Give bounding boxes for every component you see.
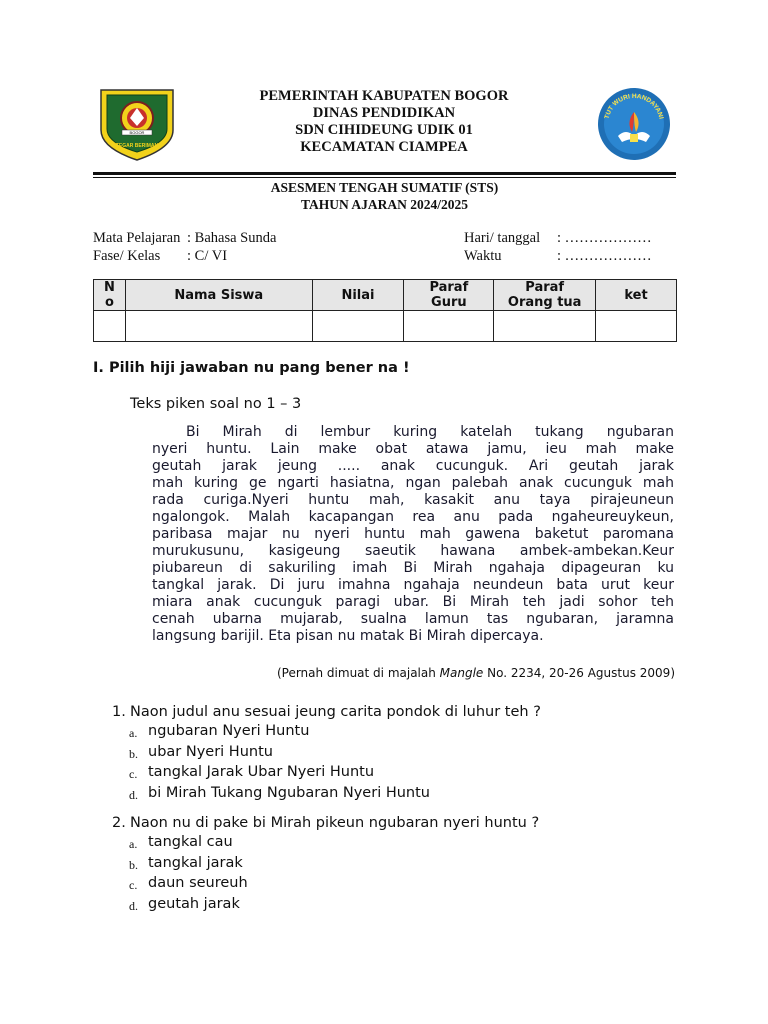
passage-line: mah kuring ge ngarti hasiatna, ngan palebah anak cucunguk mah <box>152 475 674 491</box>
date-row <box>464 229 652 247</box>
header-line-government: PEMERINTAH KABUPATEN BOGOR <box>259 88 509 104</box>
header-divider-thin <box>93 177 676 178</box>
header-divider-thick <box>93 172 676 175</box>
header-line-school: SDN CIHIDEUNG UDIK 01 <box>295 122 473 138</box>
option-letter: b. <box>129 857 138 872</box>
cell-no[interactable] <box>94 311 126 342</box>
option-letter: c. <box>129 767 138 781</box>
exam-info-left <box>93 229 276 265</box>
passage-line: cenah ubarna mujarab, sualna lamun tas ngubaran, jaramna <box>152 611 674 627</box>
option-letter: d. <box>129 787 138 802</box>
header-teacher-initial: Paraf Guru <box>404 280 494 311</box>
date-label: Hari/ tanggal <box>464 230 541 246</box>
question-text: Naon nu di pake bi Mirah pikeun ngubaran nyeri huntu ? <box>130 815 540 831</box>
cell-parent-initial[interactable] <box>494 311 596 342</box>
option-letter: a. <box>129 837 138 851</box>
header-note: ket <box>596 280 677 311</box>
option-a[interactable] <box>129 722 541 743</box>
question-number: 2. <box>112 815 126 831</box>
exam-title <box>93 179 676 213</box>
passage-line: Bi Mirah di lembur kuring katelah tukang ngubaran <box>186 424 674 440</box>
exam-title-line2: TAHUN AJARAN 2024/2025 <box>300 197 468 212</box>
option-c[interactable] <box>129 874 539 895</box>
question-text-row <box>112 814 539 833</box>
subject-label: Mata Pelajaran <box>93 230 181 246</box>
header-student-name: Nama Siswa <box>125 280 312 311</box>
date-value: : ……………… <box>557 230 652 246</box>
table-row <box>94 311 677 342</box>
passage-line: murukusunu, kasigeung saeutik hawana ambek-ambekan.Keur <box>152 543 674 559</box>
option-d[interactable] <box>129 784 541 805</box>
time-label: Waktu <box>464 248 502 264</box>
passage-line: rada curiga.Nyeri huntu mah, kasakit anu taya pirajeuneun <box>152 492 674 508</box>
header-score: Nilai <box>312 280 404 311</box>
cell-note[interactable] <box>596 311 677 342</box>
passage-line: paribasa majar nu nyeri huntu mah gawena baketut paromana <box>152 526 674 542</box>
source-suffix: No. 2234, 20-26 Agustus 2009) <box>483 666 675 680</box>
time-value: : ……………… <box>557 248 652 264</box>
passage-intro: Teks piken soal no 1 – 3 <box>130 396 302 412</box>
option-a[interactable] <box>129 833 539 854</box>
time-row <box>464 247 652 265</box>
tut-wuri-handayani-logo <box>594 86 674 162</box>
cell-score[interactable] <box>312 311 404 342</box>
option-d[interactable] <box>129 895 539 916</box>
question-number: 1. <box>112 704 126 720</box>
option-letter: d. <box>129 898 138 913</box>
cell-student-name[interactable] <box>125 311 312 342</box>
passage-source <box>277 666 675 680</box>
option-text: ubar Nyeri Huntu <box>148 743 273 760</box>
option-letter: b. <box>129 746 138 761</box>
subject-value: : Bahasa Sunda <box>187 230 277 246</box>
section-title: I. Pilih hiji jawaban nu pang bener na ! <box>93 360 410 376</box>
exam-title-line1: ASESMEN TENGAH SUMATIF (STS) <box>270 180 499 195</box>
class-value: : C/ VI <box>187 248 228 264</box>
cell-teacher-initial[interactable] <box>404 311 494 342</box>
option-text: tangkal jarak <box>148 854 243 871</box>
table-header-row <box>94 280 677 311</box>
right-logo-text: TUT WURI HANDAYANI <box>603 92 665 120</box>
option-b[interactable] <box>129 743 541 764</box>
passage-line: ngalongok. Malah kacapangan rea anu pada ngaheureuykeun, <box>152 509 674 525</box>
option-text: ngubaran Nyeri Huntu <box>148 723 310 739</box>
option-text: daun seureuh <box>148 875 248 891</box>
source-magazine: Mangle <box>439 666 484 680</box>
class-label: Fase/ Kelas <box>93 248 161 264</box>
question-2 <box>112 814 539 915</box>
option-text: bi Mirah Tukang Ngubaran Nyeri Huntu <box>148 784 430 801</box>
passage-line: piubareun di sakuriling imah Bi Mirah ngahaja dipageuran ku <box>152 560 674 576</box>
header-parent-initial: Paraf Orang tua <box>494 280 596 311</box>
institution-header <box>200 88 568 156</box>
question-text: Naon judul anu sesuai jeung carita pondok di luhur teh ? <box>130 704 541 720</box>
kabupaten-bogor-logo <box>97 86 177 162</box>
logo-motto-text: TEGAR BERIMAN <box>115 143 159 149</box>
source-prefix: (Pernah dimuat di majalah <box>276 666 440 680</box>
option-text: geutah jarak <box>148 895 240 912</box>
passage-line: tangkal jarak. Di juru imahna ngahaja neundeun bata urut keur <box>152 577 674 593</box>
question-text-row <box>112 703 541 722</box>
exam-info-right <box>464 229 652 265</box>
class-row <box>93 247 276 265</box>
subject-row <box>93 229 276 247</box>
question-1 <box>112 703 541 804</box>
passage-line: langsung barijil. Eta pisan nu matak Bi Mirah dipercaya. <box>152 628 544 644</box>
passage-line: miara anak cucunguk paragi ubar. Bi Mirah teh jadi sohor teh <box>152 594 674 610</box>
option-text: tangkal Jarak Ubar Nyeri Huntu <box>148 764 375 780</box>
option-c[interactable] <box>129 763 541 784</box>
reading-passage <box>152 424 674 645</box>
passage-line: nyeri huntu. Lain make obat atawa jamu, ieu mah make <box>152 441 674 457</box>
logo-banner-text: BOGOR <box>129 130 145 135</box>
passage-line: geutah jarak jeung ..... anak cucunguk. Ari geutah jarak <box>152 458 674 474</box>
option-letter: c. <box>129 878 138 892</box>
student-score-table <box>93 279 677 342</box>
option-text: tangkal cau <box>148 834 233 850</box>
option-b[interactable] <box>129 854 539 875</box>
option-letter: a. <box>129 726 138 740</box>
header-line-department: DINAS PENDIDIKAN <box>312 105 456 121</box>
header-line-district: KECAMATAN CIAMPEA <box>300 139 468 155</box>
header-no: N o <box>94 280 126 311</box>
